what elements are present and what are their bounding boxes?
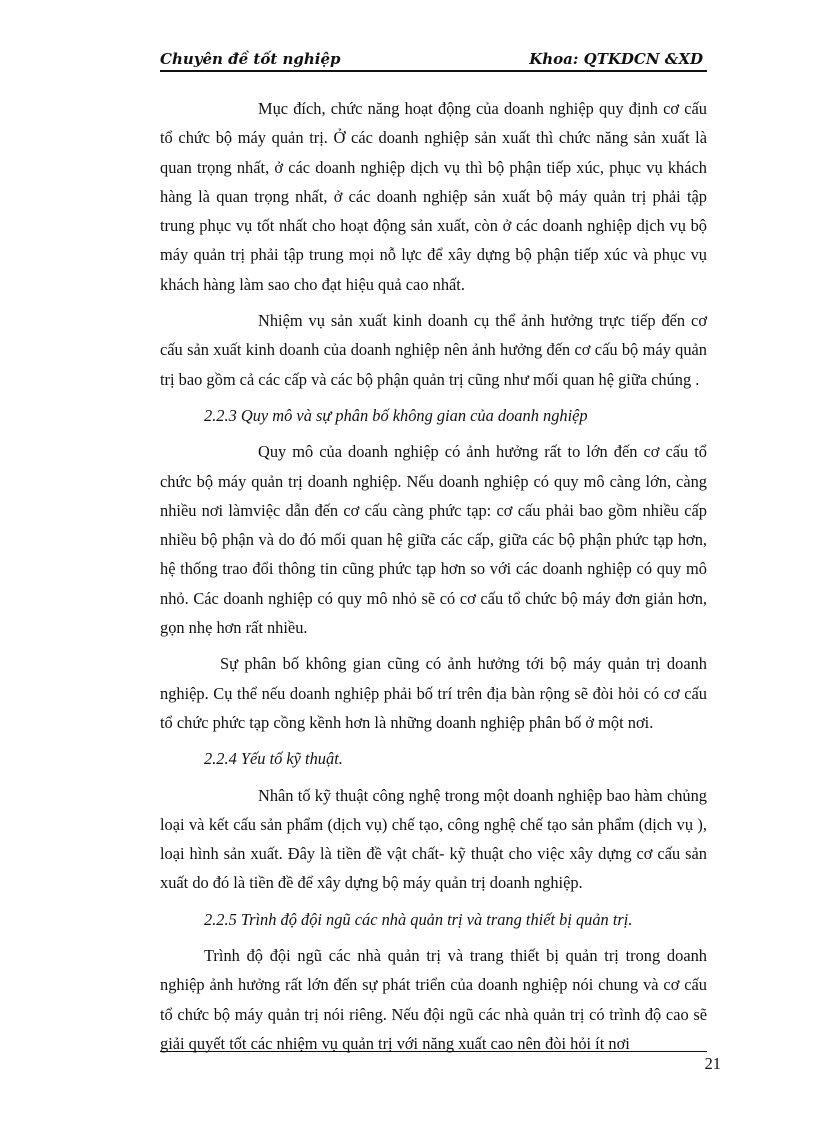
page-number: 21 [704,1054,721,1073]
page-body [160,94,707,1058]
heading-2-2-3: 2.2.3 Quy mô và sự phân bố không gian của doanh nghiệp [204,405,588,425]
paragraph-technical-factor: Nhân tố kỹ thuật công nghệ trong một doanh nghiệp bao hàm chủng loại và kết cấu sản phẩm (dịch vụ) chế tạo, công nghệ chế tạo sản phẩm (dịch vụ ), loại hình sản xuất. Đây là tiền đề vật chất- kỹ thuật cho việc xây dựng cơ cấu sản xuất do đó là tiền đề để xây dựng bộ máy quản trị doanh nghiệp. [160,785,707,893]
page-header [160,48,707,72]
header-thesis-title: Chuyên đề tốt nghiệp [160,50,341,68]
heading-2-2-5: 2.2.5 Trình độ đội ngũ các nhà quản trị và trang thiết bị quản trị. [204,909,633,929]
paragraph-scale: Quy mô của doanh nghiệp có ảnh hưởng rất to lớn đến cơ cấu tổ chức bộ máy quản trị doanh nghiệp. Nếu doanh nghiệp có quy mô càng lớn, càng nhiều nơi làmviệc dẫn đến cơ cấu càng phức tạp: cơ cấu phải bao gồm nhiều cấp nhiều bộ phận và do đó mối quan hệ giữa các cấp, giữa các bộ phận phức tạp hơn, hệ thống trao đổi thông tin cũng phức tạp hơn so với các doanh nghiệp có quy mô nhỏ. Các doanh nghiệp có quy mô nhỏ sẽ có cơ cấu tổ chức bộ máy đơn giản hơn, gọn nhẹ hơn rất nhiều. [160,442,707,638]
footer-divider [160,1051,707,1052]
paragraph-business-tasks: Nhiệm vụ sản xuất kinh doanh cụ thể ảnh hưởng trực tiếp đến cơ cấu sản xuất kinh doanh của doanh nghiệp nên ảnh hưởng đến cơ cấu bộ máy quản trị bao gồm cả các cấp và các bộ phận quản trị cũng như mối quan hệ giữa chúng . [160,311,707,389]
paragraph-spatial-distribution: Sự phân bố không gian cũng có ảnh hưởng tới bộ máy quản trị doanh nghiệp. Cụ thể nếu doanh nghiệp phải bố trí trên địa bàn rộng sẽ đòi hỏi có cơ cấu tổ chức phức tạp cồng kềnh hơn là những doanh nghiệp phân bố ở một nơi. [160,654,707,732]
heading-2-2-4: 2.2.4 Yếu tố kỹ thuật. [204,749,343,769]
paragraph-purpose-function: Mục đích, chức năng hoạt động của doanh nghiệp quy định cơ cấu tổ chức bộ máy quản trị. Ở các doanh nghiệp sản xuất thì chức năng sản xuất là quan trọng nhất, ở các doanh nghiệp dịch vụ thì bộ phận tiếp xúc, phục vụ khách hàng là quan trọng nhất, ở các doanh nghiệp sản xuất bộ máy quản trị phải tập trung phục vụ tốt nhất cho hoạt động sản xuất, còn ở các doanh nghiệp dịch vụ bộ máy quản trị phải tập trung mọi nỗ lực để xây dựng bộ phận tiếp xúc và phục vụ khách hàng làm sao cho đạt hiệu quả cao nhất. [160,99,707,294]
paragraph-manager-qualification: Trình độ đội ngũ các nhà quản trị và trang thiết bị quản trị trong doanh nghiệp ảnh hưởng rất lớn đến sự phát triển của doanh nghiệp nói chung và cơ cấu tổ chức bộ máy quản trị nói riêng. Nếu đội ngũ các nhà quản trị có trình độ cao sẽ giải quyết tốt các nhiệm vụ quản trị với năng xuất cao nên đòi hỏi ít nơi [160,946,707,1053]
header-faculty: Khoa: QTKDCN &XD [529,50,703,68]
